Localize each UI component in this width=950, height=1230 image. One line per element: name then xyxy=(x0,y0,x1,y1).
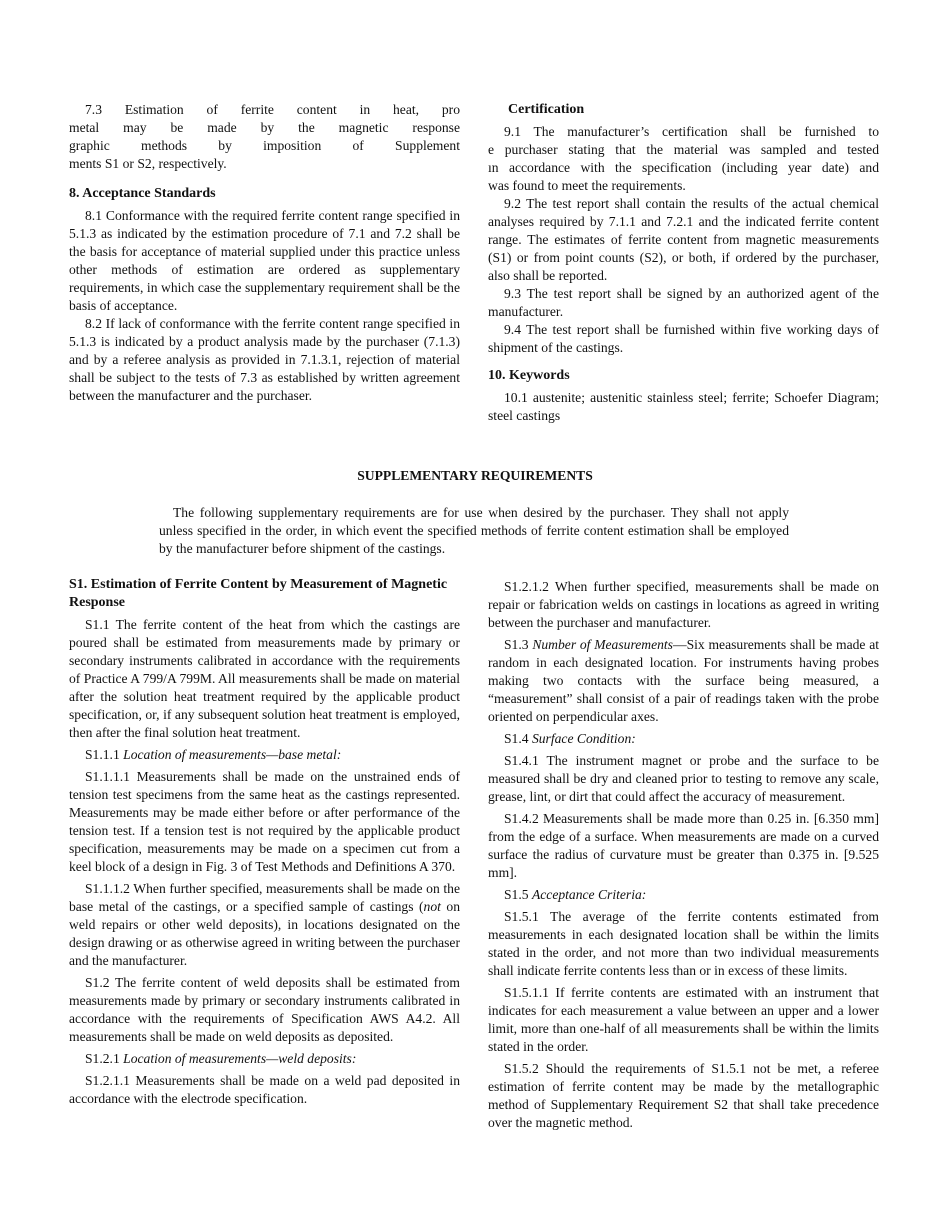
supplementary-intro xyxy=(159,504,789,558)
top-left-column xyxy=(69,101,460,405)
bottom-left-column xyxy=(69,576,460,1108)
section-heading-certification: Certification xyxy=(508,102,585,117)
text-line: 7.3 Estimation of ferrite content in heat, pro xyxy=(85,102,460,117)
top-right-column xyxy=(488,101,879,425)
paragraph-s1-2-1 xyxy=(69,1050,460,1068)
paragraph-9-3: 9.3 The test report shall be signed by an authorized agent of the manufacturer. xyxy=(488,286,879,319)
paragraph-9-1 xyxy=(488,123,879,195)
paragraph-s1-5-1: S1.5.1 The average of the ferrite contents estimated from measurements in each designated location shall be within the limits stated in the order, and not more than two individual measurements shall indicate ferrite contents less than or in excess of these limits. xyxy=(488,909,879,978)
paragraph-8-2: 8.2 If lack of conformance with the ferrite content range specified in 5.1.3 is indicated by a product analysis made by the purchaser (7.1.3) and by a referee analysis as provided in 7.1.3.1, rejection of material shall be subject to the tests of 7.3 as established by written agreement between the manufacturer and the purchaser. xyxy=(69,316,460,403)
number: S1.3 xyxy=(504,637,533,652)
text-line: metal may be made by the magnetic response xyxy=(69,120,460,135)
bottom-right-column xyxy=(488,578,879,1132)
italic-title: Number of Measurements xyxy=(532,637,673,652)
text: —Six measurements shall be made at random in each designated location. For instruments having probes making two contacts with the surface being measured, a “measurement” shall consist of a pair of readings taken with the probe oriented on perpendicular axes. xyxy=(488,637,880,724)
italic-title: Location of measurements—weld deposits: xyxy=(123,1051,357,1066)
italic-title: Location of measurements—base metal: xyxy=(123,747,342,762)
intro-paragraph: The following supplementary requirements are for use when desired by the purchaser. They shall not apply unless specified in the order, in which event the specified methods of ferrite content estimation shall be employed by the manufacturer before shipment of the castings. xyxy=(159,505,789,556)
paragraph-10-1: 10.1 austenite; austenitic stainless steel; ferrite; Schoefer Diagram; steel castings xyxy=(488,390,879,423)
paragraph-s1-1: S1.1 The ferrite content of the heat from which the castings are poured shall be estimated from measurements made by primary or secondary instruments calibrated in accordance with the requirements of Practice A 799/A 799M. All measurements shall be made on material after the solution heat treatment required by the applicable product specification, or, if any subsequent solution heat treatment is employed, then after the final solution heat treatment. xyxy=(69,617,460,740)
paragraph-s1-1-1-2 xyxy=(69,880,460,970)
italic-title: Acceptance Criteria: xyxy=(531,887,647,902)
number: S1.2.1 xyxy=(85,1051,124,1066)
number: S1.1.1 xyxy=(85,747,124,762)
paragraph-s1-3 xyxy=(488,636,879,726)
paragraph-s1-4 xyxy=(488,730,879,748)
text-line: was found to meet the requirements. xyxy=(488,178,686,193)
paragraph-7-3 xyxy=(69,101,460,173)
supplementary-requirements-title: SUPPLEMENTARY REQUIREMENTS xyxy=(357,468,593,483)
text-line: e purchaser stating that the material was sampled and tested xyxy=(488,142,879,157)
paragraph-s1-4-1: S1.4.1 The instrument magnet or probe and the surface to be measured shall be dry and cleaned prior to testing to remove any scale, grease, lint, or dirt that could affect the accuracy of measurement. xyxy=(488,753,879,804)
text-line: graphic methods by imposition of Supplement xyxy=(69,138,460,153)
paragraph-s1-5-2: S1.5.2 Should the requirements of S1.5.1 not be met, a referee estimation of ferrite content may be made by the metallographic method of Supplementary Requirement S2 that shall take precedence over the magnetic method. xyxy=(488,1061,879,1130)
paragraph-s1-4-2: S1.4.2 Measurements shall be made more than 0.25 in. [6.350 mm] from the edge of a surface. When measurements are made on a curved surface the radius of curvature must be greater than 0.375 in. [9.525 mm]. xyxy=(488,811,879,880)
italic-title: Surface Condition: xyxy=(531,731,636,746)
paragraph-s1-1-1-1: S1.1.1.1 Measurements shall be made on the unstrained ends of tension test specimens from the same heat as the castings represented. Measurements may be made either before or after performance of the tension test. If a tension test is not required by the applicable product specification, measurements may be made on a specimen cut from a keel block of a design in Fig. 3 of Test Methods and Definitions A 370. xyxy=(69,769,460,874)
section-heading-acceptance: 8. Acceptance Standards xyxy=(69,186,216,201)
paragraph-s1-2-1-2: S1.2.1.2 When further specified, measurements shall be made on repair or fabrication welds on castings in locations as agreed in writing between the purchaser and manufacturer. xyxy=(488,579,879,630)
paragraph-s1-2-1-1: S1.2.1.1 Measurements shall be made on a weld pad deposited in accordance with the electrode specification. xyxy=(69,1073,460,1106)
text-line: ments S1 or S2, respectively. xyxy=(69,156,227,171)
paragraph-8-1: 8.1 Conformance with the required ferrite content range specified in 5.1.3 as indicated by the estimation procedure of 7.1 and 7.2 shall be the basis for acceptance of material supplied under this practice unless other methods of estimation are ordered as supplementary requirements, in which case the supplementary requirement shall be the basis of acceptance. xyxy=(69,208,460,313)
text: on weld repairs or other weld deposits), in locations designated on the design drawing or as otherwise agreed in writing between the purchaser and the manufacturer. xyxy=(69,899,460,968)
paragraph-9-4: 9.4 The test report shall be furnished within five working days of shipment of the castings. xyxy=(488,322,879,355)
paragraph-s1-5 xyxy=(488,886,879,904)
number: S1.4 xyxy=(504,731,532,746)
section-heading-keywords: 10. Keywords xyxy=(488,368,570,383)
number: S1.5 xyxy=(504,887,532,902)
text-line: ın accordance with the specification (including year date) and xyxy=(488,160,879,175)
paragraph-s1-2: S1.2 The ferrite content of weld deposits shall be estimated from measurements made by primary or secondary instruments calibrated in accordance with the requirements of Specification AWS A4.2. All measurements shall be made on weld deposits as deposited. xyxy=(69,975,460,1044)
text-line: 9.1 The manufacturer’s certification shall be furnished to xyxy=(504,124,879,139)
paragraph-s1-5-1-1: S1.5.1.1 If ferrite contents are estimated with an instrument that indicates for each measurement a value between an upper and a lower limit, more than one-half of all measurements shall be within the limits stated in the order. xyxy=(488,985,879,1054)
section-heading-s1: S1. Estimation of Ferrite Content by Measurement of Magnetic Response xyxy=(69,577,448,610)
paragraph-9-2: 9.2 The test report shall contain the results of the actual chemical analyses required by 7.1.1 and 7.2.1 and the indicated ferrite content range. The estimates of ferrite content from magnetic measurements (S1) or from point counts (S2), or both, if ordered by the purchaser, also shall be reported. xyxy=(488,196,879,283)
paragraph-s1-1-1 xyxy=(69,746,460,764)
italic-text: not xyxy=(423,899,441,914)
text: S1.1.1.2 When further specified, measurements shall be made on the base metal of the castings, or a specified sample of castings ( xyxy=(69,881,460,914)
